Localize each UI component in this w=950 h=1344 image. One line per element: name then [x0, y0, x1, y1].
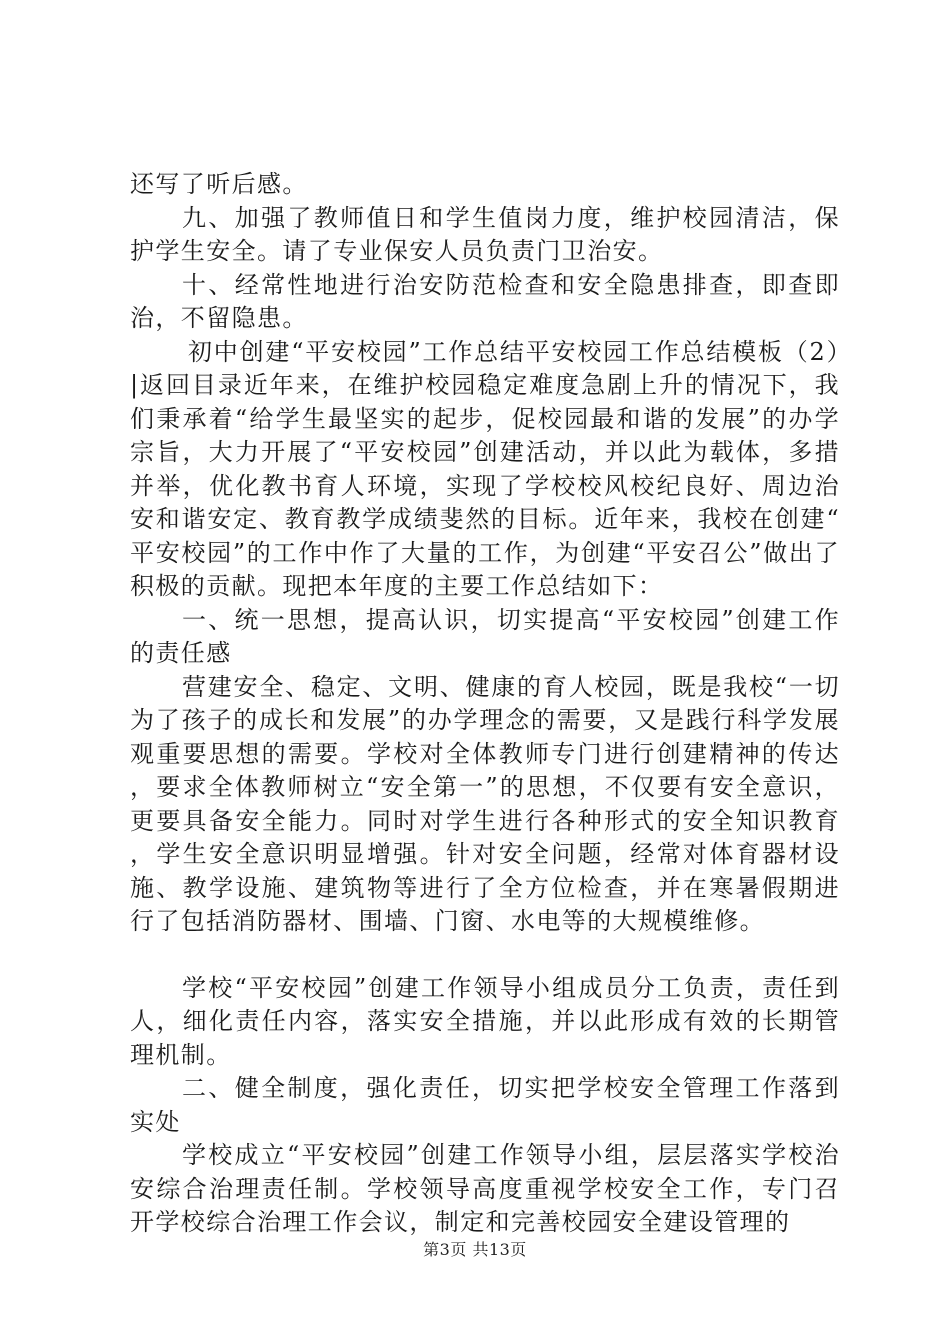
paragraph-body-one: 营建安全、稳定、文明、健康的育人校园，既是我校“一切为了孩子的成长和发展”的办学理念的需要，又是践行科学发展观重要思想的需要。学校对全体教师专门进行创建精神的传达，要求全体教师树立“安全第一”的思想，不仅要有安全意识，更要具备安全能力。同时对学生进行各种形式的安全知识教育，学生安全意识明显增强。针对安全问题，经常对体育器材设施、教学设施、建筑物等进行了全方位检查，并在寒暑假期进行了包括消防器材、围墙、门窗、水电等的大规模维修。 [130, 672, 840, 935]
paragraph-body-three: 学校成立“平安校园”创建工作领导小组，层层落实学校治安综合治理责任制。学校领导高度重视学校安全工作，专门召开学校综合治理工作会议，制定和完善校园安全建设管理的 [130, 1141, 840, 1236]
page-number-label: 第3页 共13页 [423, 1240, 527, 1259]
paragraph-heading-two: 二、健全制度，强化责任，切实把学校安全管理工作落到实处 [130, 1074, 840, 1136]
paragraph-body-two: 学校“平安校园”创建工作领导小组成员分工负责，责任到人，细化责任内容，落实安全措施，并以此形成有效的长期管理机制。 [130, 973, 840, 1069]
document-body [130, 168, 840, 1240]
paragraph-item-ten: 十、经常性地进行治安防范检查和安全隐患排查，即查即治，不留隐患。 [130, 270, 840, 332]
paragraph-heading-one: 一、统一思想，提高认识，切实提高“平安校园”创建工作的责任感 [130, 605, 840, 667]
paragraph-continuation: 还写了听后感。 [130, 170, 308, 198]
page-footer [0, 1237, 950, 1260]
paragraph-section-title-intro: 初中创建“平安校园”工作总结平安校园工作总结模板（2）|返回目录近年来，在维护校园稳定难度急剧上升的情况下，我们秉承着“给学生最坚实的起步，促校园最和谐的发展”的办学宗旨，大力开展了“平安校园”创建活动，并以此为载体，多措并举，优化教书育人环境，实现了学校校风校纪良好、周边治安和谐安定、教育教学成绩斐然的目标。近年来，我校在创建“平安校园”的工作中作了大量的工作，为创建“平安召公”做出了积极的贡献。现把本年度的主要工作总结如下： [130, 337, 840, 600]
paragraph-item-nine: 九、加强了教师值日和学生值岗力度，维护校园清洁，保护学生安全。请了专业保安人员负责门卫治安。 [130, 203, 840, 265]
